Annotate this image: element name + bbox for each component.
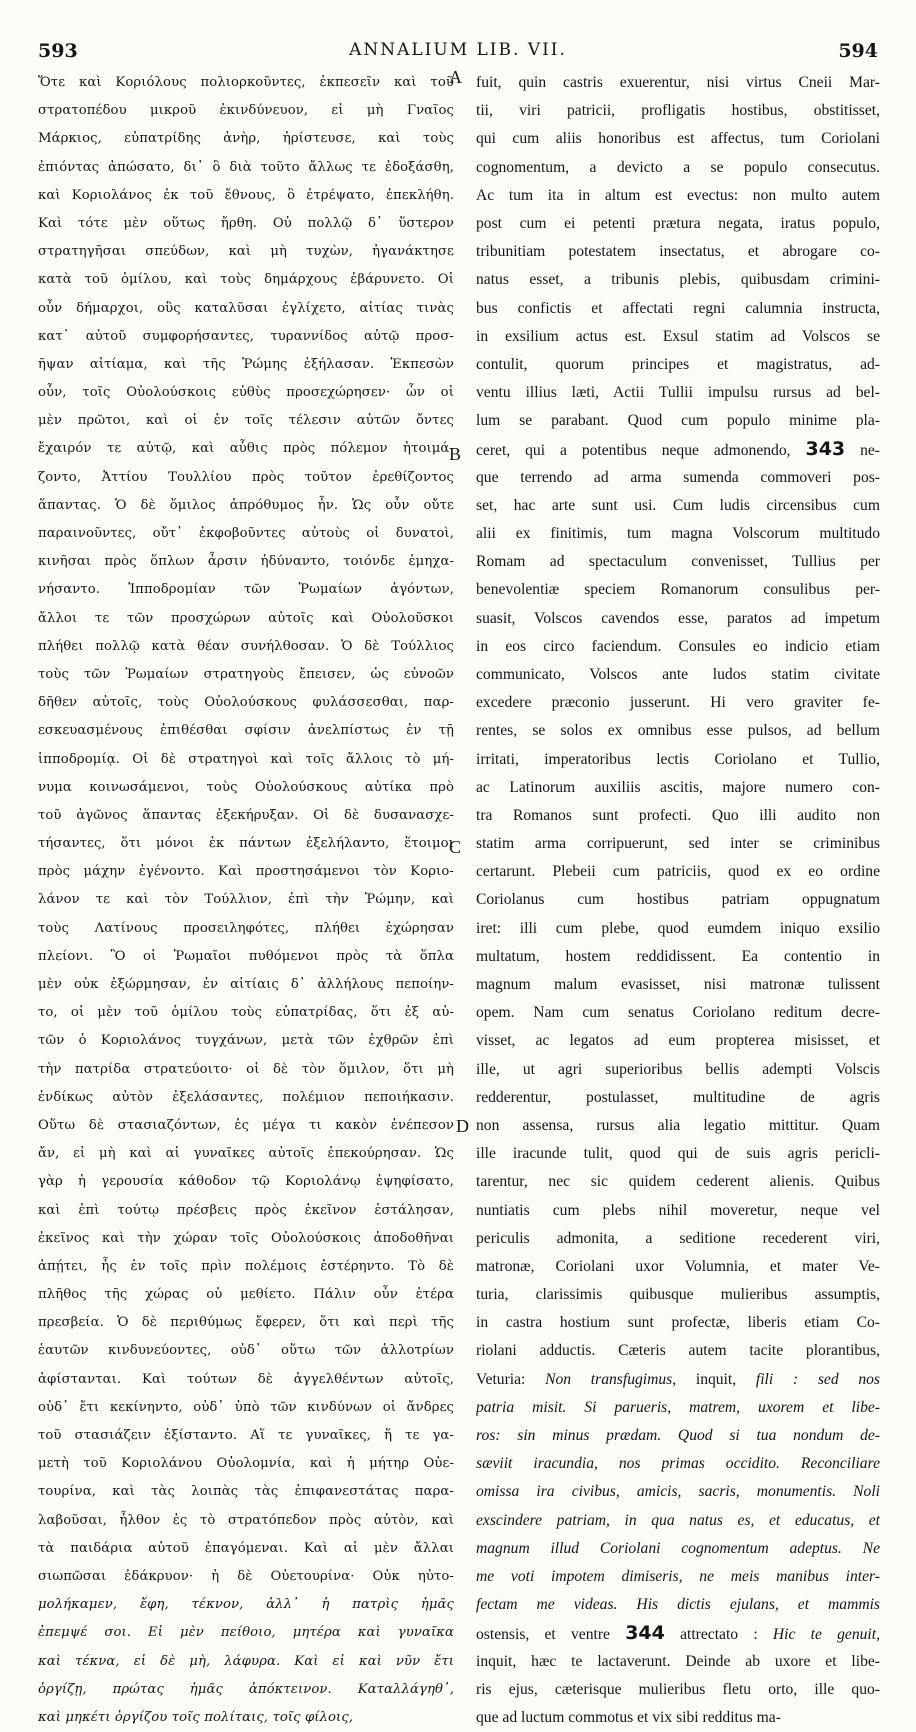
latin-line-text: Veturia:	[476, 1370, 526, 1388]
greek-line: τοῦ ἀγῶνος ἅπαντας ἐξεκήρυξαν. Οἱ δὲ δυσανασχε-	[38, 807, 454, 823]
greek-line: ἀπῄτει, ἧς ἐν τοῖς πρὶν πολέμοις ἐστέρηντο. Τὸ δὲ	[38, 1258, 454, 1274]
greek-line: Καὶ τότε μὲν οὕτως ἤρθη. Οὐ πολλῷ δ᾽ ὕστερον	[38, 215, 454, 231]
latin-line: qui cum aliis honoribus est affectus, tum Coriolani	[476, 130, 880, 148]
latin-line: benevolentiæ speciem Romanorum consulibus per-	[476, 581, 880, 599]
greek-line: ἐνδίκως αὐτὸν ἐξελάσαντες, πολέμιον πεποιήκασιν.	[38, 1089, 454, 1105]
latin-line: set, hac arte sunt usi. Cum ludis circensibus cum	[476, 496, 880, 514]
greek-line: ἅπαντας. Ὁ δὲ ὅμιλος ἀπρόθυμος ἦν. Ὡς οὖν οὔτε	[38, 497, 454, 513]
greek-line: δῆθεν αὐτοῖς, τοὺς Οὐολούσκους φυλάσσεσθαι, παρ-	[38, 695, 454, 711]
greek-line: κατ᾽ αὐτοῦ συμφορήσαντες, τυραννίδος αὐτῷ προσ-	[38, 328, 454, 344]
greek-line: ἐκεῖνος καὶ τὴν χώραν τοῖς Οὐολούσκοις ἀποδοθῆναι	[38, 1230, 454, 1246]
latin-line: Coriolanus cum hostibus patriam oppugnatum	[476, 891, 880, 909]
greek-line: ἐπεμψέ σοι. Εἰ μὲν πείθοιο, μητέρα καὶ γυναῖκα	[38, 1625, 454, 1641]
greek-line: λάνον τε καὶ τὸν Τούλλιον, ἐπὶ τὴν Ῥώμην, καὶ	[38, 892, 454, 908]
latin-line: patria misit. Si parueris, matrem, uxorem et libe-	[476, 1398, 880, 1416]
greek-line: πρὸς μάχην ἐγένοντο. Καὶ προστησάμενοι τὸν Κοριο-	[38, 864, 454, 880]
greek-line: Οὕτω δὲ στασιαζόντων, ἐς μέγα τι κακὸν ἐνέπεσον	[38, 1117, 454, 1133]
latin-line	[476, 1366, 880, 1394]
right-page-number: 594	[838, 40, 878, 62]
latin-line: inquit, hæc te lactaverunt. Deinde ab uxore et libe-	[476, 1652, 880, 1670]
latin-quote: fili : sed nos	[755, 1370, 880, 1388]
latin-line: visset, ac legatos ad eum propterea misisset, et	[476, 1032, 880, 1050]
greek-line: κινῆσαι πρὸς ὅπλων ἆρσιν ἠδύναντο, τοιόνδε ἐμηχα-	[38, 554, 454, 570]
latin-line: magnum illud Coriolani cognomentum adeptus. Ne	[476, 1539, 880, 1557]
latin-line: statim arma corripuerunt, sed inter se criminibus	[476, 835, 880, 853]
greek-line: σιωπῶσαι ἐδάκρυον· ἡ δὲ Οὐετουρίνα· Οὐκ ηὐτο-	[38, 1568, 454, 1584]
greek-line: εσκευασμένους ἐπιθέσθαι σφίσιν ἀνελπίστως ἐν τῇ	[38, 723, 454, 739]
latin-line: rentes, se solos ex omnibus esse pulsos, ad bellum	[476, 722, 880, 740]
latin-line: in exsilium actus est. Exsul statim ad Volscos se	[476, 327, 880, 345]
greek-line: τῶν ὁ Κοριολάνος τυγχάνων, μετὰ τῶν ἐχθρῶν ἐπὶ	[38, 1033, 454, 1049]
greek-line: καὶ μηκέτι ὀργίζου τοῖς πολίταις, τοῖς φίλοις,	[38, 1709, 354, 1725]
latin-line: matronæ, Coriolani uxor Volumnia, et mater Ve-	[476, 1257, 880, 1275]
greek-line: Μάρκιος, εὐπατρίδης ἀνὴρ, ἠρίστευσε, καὶ τοὺς	[38, 131, 454, 147]
latin-line: ros: sin minus prædam. Quod si tua nondum de-	[476, 1427, 880, 1444]
greek-line: πλείονι. Ὃ οἱ Ῥωμαῖοι πυθόμενοι πρὸς τὰ ὅπλα	[38, 948, 454, 964]
latin-text-column	[476, 69, 880, 1726]
latin-line: in castra hostium sunt profectæ, liberis etiam Co-	[476, 1314, 880, 1332]
latin-line: opem. Nam cum senatus Coriolano reditum decre-	[476, 1004, 880, 1022]
greek-line: τὴν πατρίδα στρατεύοιτο· οἱ δὲ τὸν ὅμιλον, ὅτι μὴ	[38, 1061, 454, 1077]
latin-line: natus esset, a tribunis plebis, quibusdam crimini-	[476, 271, 880, 289]
latin-line-text: , inquit,	[672, 1370, 737, 1388]
latin-line: sæviit iracundia, nos primas occidito. Reconciliare	[476, 1455, 880, 1473]
greek-line: ἔχαιρόν τε αὐτῷ, καὶ αὖθις πρὸς πόλεμον ἡτοιμά-	[38, 441, 454, 457]
section-letter-d: D	[456, 1116, 469, 1136]
latin-line	[476, 435, 880, 463]
greek-line: Ὅτε καὶ Κοριόλους πολιορκοῦντες, ἐκπεσεῖν καὶ τοῦ	[38, 75, 454, 90]
greek-line: γὰρ ἡ γερουσία κάθοδον τῷ Κοριολάνῳ ἐψηφίσατο,	[38, 1174, 454, 1190]
latin-line: irritati, imperatoribus lectis Coriolano et Tullio,	[476, 750, 880, 768]
greek-line: ἑαυτῶν κινδυνεύοντες, οὐδ᾽ οὕτω τῶν ἀλλοτρίων	[38, 1343, 454, 1359]
greek-line: πλήθει πολλῷ κατὰ θέαν συνήλθοσαν. Ὁ δὲ Τούλλιος	[38, 638, 454, 654]
greek-line: τουρίνα, καὶ τὰς λοιπὰς τὰς ἐπιφανεστάτας παρα-	[38, 1484, 454, 1500]
latin-line: Ac tum ita in altum est evectus: non multo autem	[476, 186, 880, 204]
latin-line: multatum, hostem reddidissent. Ea contentio in	[476, 947, 880, 965]
latin-line: ille, ut agri superioribus bellis adempti Volscis	[476, 1060, 880, 1078]
greek-line: ἱπποδρομίᾳ. Οἱ δὲ στρατηγοὶ καὶ τοῖς ἄλλοις τὸ μή-	[38, 751, 454, 767]
latin-line: omissa ira civibus, amicis, sacris, monumentis. Noli	[476, 1483, 880, 1501]
latin-line: tribunitiam potestatem insectatus, et abrogare co-	[476, 243, 880, 261]
greek-line: ὀργίζῃ, πρώτας ἡμᾶς ἀπόκτεινον. Καταλλάγηθ᾽,	[38, 1681, 454, 1697]
greek-line: ῆψαν αἰτίαμα, καὶ τῆς Ῥώμης ἐξήλασαν. Ἐκπεσὼν	[38, 356, 454, 372]
latin-line: contulit, quorum principes et magistratus, ad-	[476, 355, 880, 373]
latin-line: redderentur, postulasset, multitudine de agris	[476, 1088, 880, 1106]
latin-line: exscindere patriam, in qua natus es, et educatus, et	[476, 1511, 880, 1529]
greek-line: λαβοῦσαι, ἦλθον ἐς τὸ στρατόπεδον πρὸς αὐτὸν, καὶ	[38, 1512, 454, 1528]
latin-line: ventu illius læti, Actii Tullii impulsu rursus ad bel-	[476, 384, 880, 402]
greek-text-column	[38, 69, 454, 1725]
latin-line: iret: illi cum plebe, quod eumdem iniquo exsilio	[476, 919, 880, 937]
latin-line: que ad luctum commotus et vix sibi redditus ma-	[476, 1708, 781, 1726]
latin-line: tra Romanos sunt profecti. Quo illi audito non	[476, 806, 880, 824]
greek-line: νήσαντο. Ἱπποδρομίαν τῶν Ῥωμαίων ἀγόντων,	[38, 582, 454, 598]
section-letter-a: A	[449, 67, 462, 87]
latin-line: nuntiatis cum plebs nihil moveretur, neque vel	[476, 1201, 880, 1219]
latin-line: in eos circo faciendum. Consules eo indicio etiam	[476, 637, 880, 655]
section-letter-b: B	[449, 444, 462, 464]
latin-line: ille iracunde tulit, quod qui de suis agris pericli-	[476, 1145, 880, 1163]
latin-line-text: ostensis, et ventre	[476, 1626, 610, 1644]
greek-line: οὐδ᾽ ἔτι κεκίνηντο, οὐδ᾽ ὑπὸ τῶν κινδύνων οἱ ἄνδρες	[38, 1399, 454, 1415]
greek-line: κατὰ τοῦ ὁμίλου, καὶ τοὺς δημάρχους ἐβάρυνετο. Οἱ	[38, 272, 454, 288]
greek-line: ἄλλοι τε τῶν προσχώρων αὐτοῖς καὶ Οὐολοῦσκοι	[38, 610, 454, 626]
greek-line: τὰ παιδάρια αὐτοῦ ἐπαγόμεναι. Καὶ αἱ μὲν ἄλλαι	[38, 1540, 454, 1556]
greek-line: ἐπιόντας ἀπώσατο, δι᾽ ὃ διὰ τοῦτο ἄλλως τε ἐδοξάσθη,	[38, 159, 454, 175]
greek-line: μὲν πρῶτοι, καὶ οἱ ἐν τοῖς τέλεσιν αὐτῶν ὄντες	[38, 413, 454, 429]
latin-line: non assensa, rursus alia legatio mittitur. Quam	[476, 1116, 880, 1134]
latin-line: me voti impotem dimiseris, ne meis manibus inter-	[476, 1567, 880, 1585]
latin-line-text: ne-	[860, 442, 880, 460]
greek-line: στρατηγῆσαι σπεύδων, καὶ μὴ τυχὼν, ἠγανάκτησε	[38, 244, 454, 260]
left-page-number: 593	[38, 40, 78, 62]
greek-line: πρεσβεία. Ὁ δὲ περιθύμως ἔφερεν, ὅτι καὶ περὶ τῆς	[38, 1315, 454, 1331]
greek-line: τοὺς Λατίνους προσειληφότες, πλήθει ἐχώρησαν	[38, 920, 454, 936]
greek-line: στρατοπέδου μικροῦ ἐκινδύνευον, εἰ μὴ Γναῖος	[38, 103, 454, 119]
latin-line: alii ex finitimis, tum magna Volscorum multitudo	[476, 525, 880, 542]
greek-line: μολήκαμεν, ἔφη, τέκνον, ἀλλ᾽ ἡ πατρὶς ἡμᾶς	[38, 1597, 454, 1613]
latin-line: turia, clarissimis quibusque mulieribus assumptis,	[476, 1286, 880, 1304]
greek-line: οὖν δήμαρχοι, οὓς καταλῦσαι ἐγλίχετο, αἰτίας τινὰς	[38, 300, 454, 316]
page-header	[0, 40, 916, 70]
latin-line: post cum ei petenti prætura negata, iratus populo,	[476, 214, 880, 232]
latin-quote: Non transfugimus	[545, 1370, 673, 1388]
greek-line: καὶ Κοριολάνος ἐκ τοῦ ἔθνους, ὃ ἐτρέψατο, ἐπεκλήθη.	[38, 187, 454, 203]
latin-line: certarunt. Plebeii cum patriciis, quod ex eo ordine	[476, 863, 880, 881]
latin-line: communicato, Volscos ante ludos statim civitate	[476, 665, 880, 683]
running-title: ANNALIUM LIB. VII.	[349, 40, 567, 60]
greek-line: ἄν, εἰ μὴ καὶ αἱ γυναῖκες αὐτοῖς ἐπεκούρησαν. Ὡς	[38, 1146, 454, 1162]
greek-line: το, οἱ μὲν τοῦ ὁμίλου τοὺς εὐπατρίδας, ὅτι ἐξ αὐ-	[38, 1005, 454, 1021]
latin-line: cognomentum, a devicto a se populo consecutus.	[476, 158, 880, 176]
latin-line: lum se parabant. Quod cum populo minime pla-	[476, 412, 880, 430]
greek-line: οὖν, τοῖς Οὐολούσκοις εὐθὺς προσεχώρησεν· ὧν οἱ	[38, 385, 454, 401]
latin-line: excedere præconio jusserunt. Hi vero graviter fe-	[476, 694, 880, 712]
greek-line: τήσαντες, ὅτι μόνοι ἐκ πάντων ἐξελήλαντο, ἕτοιμοι	[38, 836, 454, 852]
latin-line: Romam ad spectaculum convenisset, Tullius per	[476, 553, 880, 571]
latin-line: bus confictis et affectati regni calumnia instructa,	[476, 299, 880, 317]
latin-line: tii, viri patricii, profligatis hostibus, obstitisset,	[476, 102, 880, 120]
greek-line: ζοντο, Ἀττίου Τουλλίου πρὸς τοῦτον ἐρεθίζοντος	[38, 469, 454, 485]
latin-line: magnum malum evasisset, nisi matronæ tulissent	[476, 976, 880, 993]
greek-line: τοῦ στασιάζειν ἐξίσταντο. Αἵ τε γυναῖκες, ἥ τε γα-	[38, 1428, 454, 1443]
latin-line-text: attrectato :	[680, 1626, 758, 1644]
latin-line: ac Latinorum auxiliis ascitis, majore numero con-	[476, 778, 880, 796]
greek-line: ἀφίστανται. Καὶ τούτων δὲ ἀγγελθέντων αὐτοῖς,	[38, 1371, 454, 1387]
greek-line: νυμα κοινωσάμενοι, τοὺς Οὐολούσκους αὐτίκα πρὸ	[38, 779, 454, 795]
latin-line	[476, 1619, 880, 1647]
latin-line: periculis admonita, a seditione recederent viri,	[476, 1229, 880, 1247]
latin-quote: Hic te genuit,	[772, 1626, 880, 1644]
greek-line: καὶ τέκνα, εἰ δὲ μὴ, λάφυρα. Καὶ εἰ καὶ νῦν ἔτι	[38, 1653, 454, 1669]
greek-line: μὲν οὐκ ἐξώρμησαν, ἐν αἰτίαις δ᾽ ἀλλήλους πεποίην-	[38, 977, 454, 992]
latin-line: tarentur, nec sic quidem cederent alienis. Quibus	[476, 1173, 880, 1191]
latin-line: que terrendo ad arma sumenda commoveri pos-	[476, 468, 880, 486]
latin-line: riolani adductis. Cæteris autem tacite plorantibus,	[476, 1342, 880, 1360]
latin-line: suasit, Volscos cavendos esse, paratos ad impetum	[476, 609, 880, 627]
greek-line: πλῆθος τῆς χώρας οὐ μεθίετο. Πάλιν οὖν ἑτέρα	[38, 1287, 454, 1303]
latin-line: ris ejus, cæterisque mulieribus fletu orto, ille quo-	[476, 1680, 880, 1698]
latin-line: fuit, quin castris exuerentur, nisi virtus Cneii Mar-	[476, 74, 880, 91]
margin-number: 344	[625, 1622, 665, 1645]
greek-line: καὶ ἐπὶ τούτῳ πρέσβεις πρὸς ἐκεῖνον ἐστάλησαν,	[38, 1202, 454, 1218]
margin-number: 343	[805, 438, 846, 461]
latin-line-text: ceret, qui a potentibus neque admonendo,	[476, 442, 791, 460]
greek-line: τοὺς τῶν Ῥωμαίων στρατηγοὺς ἔπεισεν, ὡς εὐνοῶν	[38, 666, 454, 682]
greek-line: μετὴ τοῦ Κοριολάνου Οὐολομνία, καὶ ἡ μήτηρ Οὐε-	[38, 1456, 454, 1472]
greek-line: παραινοῦντες, οὔτ᾽ ἐκφοβοῦντες αὐτοὺς οἱ δυνατοὶ,	[38, 526, 454, 541]
section-letter-c: C	[449, 837, 462, 857]
latin-line: fectam me videas. His dictis ejulans, et mammis	[476, 1596, 880, 1614]
